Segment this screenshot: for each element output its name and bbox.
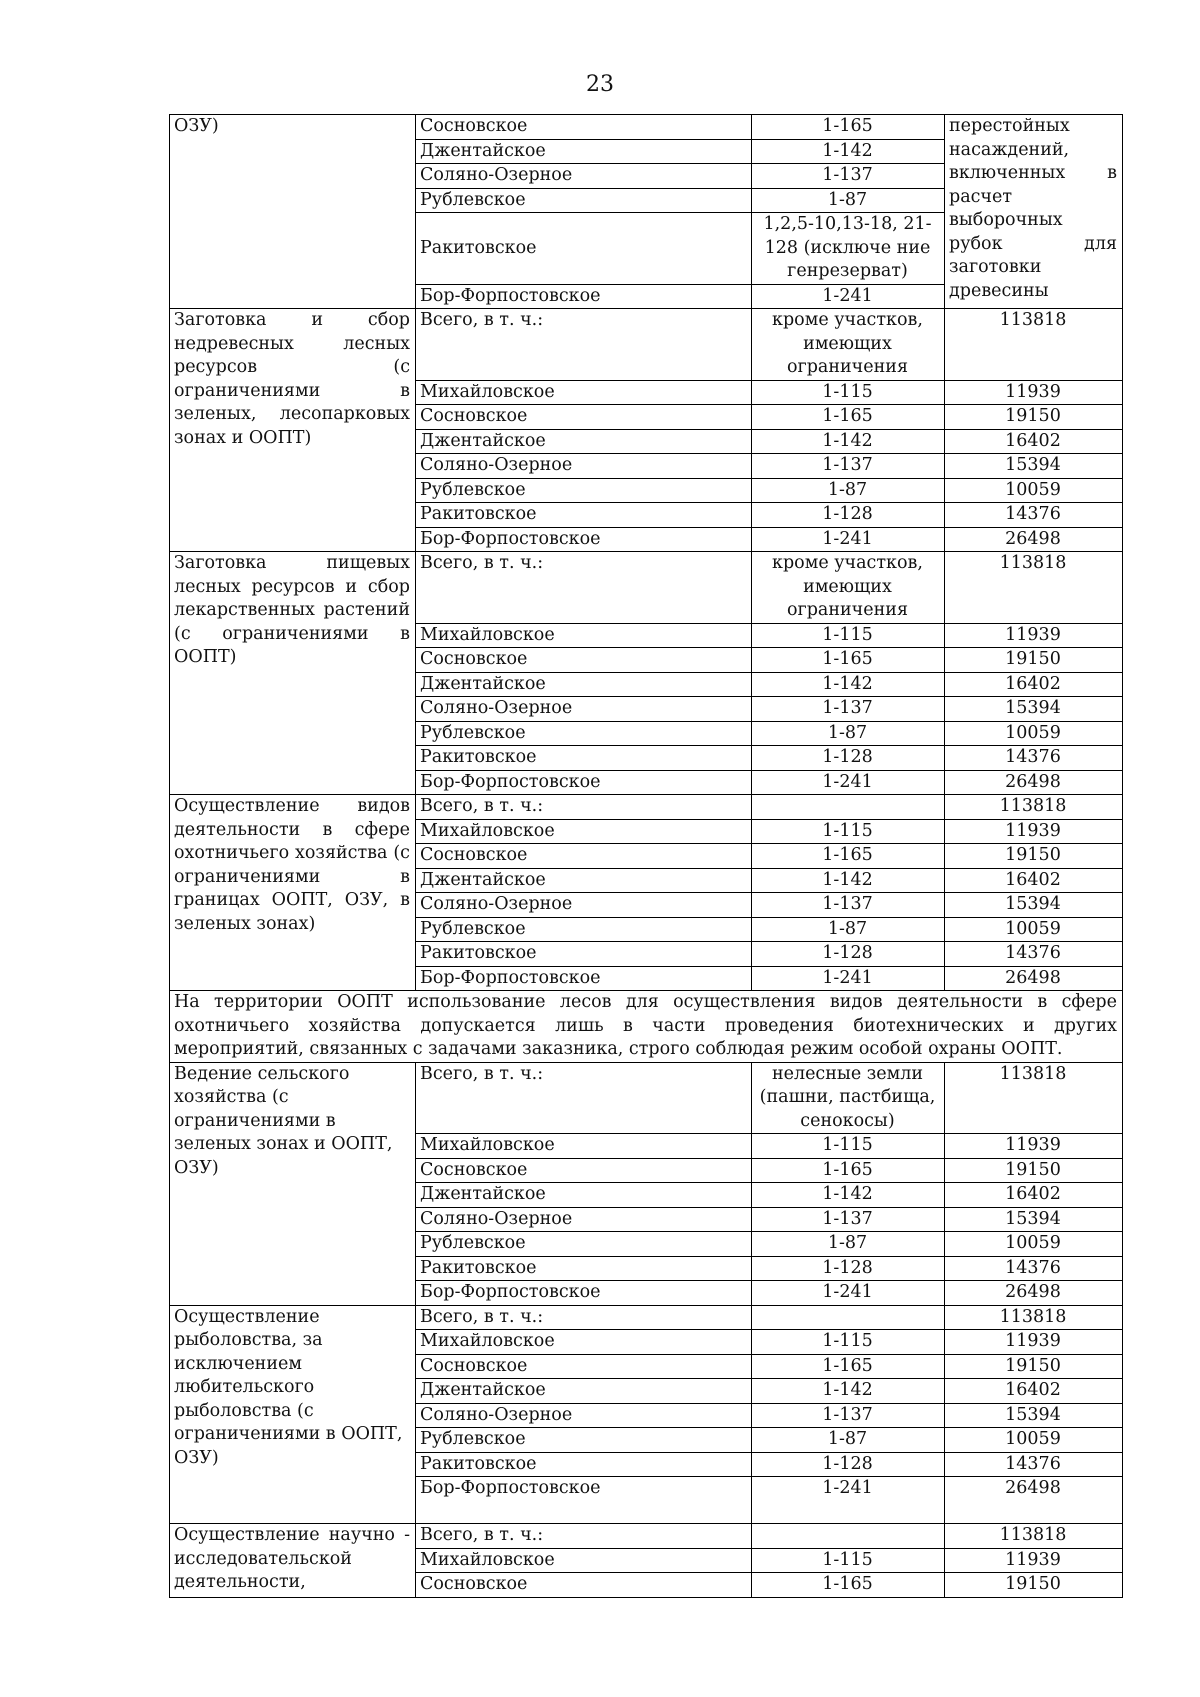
- total-label-cell: Всего, в т. ч.:: [416, 309, 752, 381]
- quarter-cell: 1-165: [752, 844, 945, 869]
- quarter-cell: 1-128: [752, 1452, 945, 1477]
- forestry-cell: Сосновское: [416, 405, 752, 430]
- forestry-cell: Сосновское: [416, 844, 752, 869]
- page-number: 23: [586, 72, 614, 97]
- area-cell: 11939: [945, 623, 1123, 648]
- area-cell: 19150: [945, 844, 1123, 869]
- forestry-cell: Ракитовское: [416, 746, 752, 771]
- area-cell: 113818: [945, 1062, 1123, 1134]
- area-cell: 10059: [945, 478, 1123, 503]
- quarter-cell: кроме участков, имеющих ограничения: [752, 309, 945, 381]
- area-cell: 15394: [945, 893, 1123, 918]
- area-cell: 11939: [945, 1330, 1123, 1355]
- forestry-cell: Джентайское: [416, 139, 752, 164]
- area-cell: 14376: [945, 746, 1123, 771]
- activity-cell: Заготовка и сбор недревесных лесных ресурсов (с ограничениями в зеленых, лесопарковых зонах и ООПТ): [170, 309, 416, 552]
- total-label-cell: Всего, в т. ч.:: [416, 1305, 752, 1330]
- table-row: [170, 1305, 1123, 1330]
- quarter-cell: 1-165: [752, 1354, 945, 1379]
- quarter-cell: 1-241: [752, 966, 945, 991]
- forestry-cell: Бор-Форпостовское: [416, 770, 752, 795]
- forestry-cell: Михайловское: [416, 1134, 752, 1159]
- area-cell: 14376: [945, 942, 1123, 967]
- table-row: [170, 552, 1123, 624]
- forestry-cell: Бор-Форпостовское: [416, 284, 752, 309]
- quarter-cell: 1-165: [752, 405, 945, 430]
- forestry-cell: Джентайское: [416, 672, 752, 697]
- area-cell: 26498: [945, 1477, 1123, 1524]
- forestry-cell: Джентайское: [416, 1183, 752, 1208]
- quarter-cell: 1-165: [752, 1573, 945, 1598]
- quarter-cell: 1-87: [752, 917, 945, 942]
- quarter-cell: 1-165: [752, 1158, 945, 1183]
- forestry-cell: Сосновское: [416, 1158, 752, 1183]
- area-cell: 15394: [945, 454, 1123, 479]
- forest-use-table: [169, 114, 1123, 1598]
- area-cell: 11939: [945, 1134, 1123, 1159]
- quarter-cell: 1-87: [752, 1428, 945, 1453]
- table-row: [170, 309, 1123, 381]
- quarter-cell: 1-142: [752, 868, 945, 893]
- table-row: [170, 991, 1123, 1063]
- table-row: [170, 115, 1123, 140]
- area-cell: 19150: [945, 1573, 1123, 1598]
- quarter-cell: 1-142: [752, 429, 945, 454]
- quarter-cell: 1-241: [752, 284, 945, 309]
- forestry-cell: Михайловское: [416, 623, 752, 648]
- quarter-cell: 1-87: [752, 1232, 945, 1257]
- forestry-cell: Ракитовское: [416, 213, 752, 285]
- forestry-cell: Сосновское: [416, 1573, 752, 1598]
- forestry-cell: Рублевское: [416, 917, 752, 942]
- area-cell: 113818: [945, 309, 1123, 381]
- forestry-cell: Соляно-Озерное: [416, 164, 752, 189]
- quarter-cell: 1-165: [752, 648, 945, 673]
- area-cell: 14376: [945, 1256, 1123, 1281]
- area-cell: 113818: [945, 1524, 1123, 1549]
- forestry-cell: Бор-Форпостовское: [416, 1281, 752, 1306]
- area-cell: 15394: [945, 697, 1123, 722]
- hunting-note: На территории ООПТ использование лесов для осуществления видов деятельности в сфере охотничьего хозяйства допускается лишь в части проведения биотехнических и других мероприятий, связанных с задачами заказника, строго соблюдая режим особой охраны ООПТ.: [170, 991, 1123, 1063]
- table-row: [170, 795, 1123, 820]
- forestry-cell: Михайловское: [416, 819, 752, 844]
- forestry-cell: Бор-Форпостовское: [416, 527, 752, 552]
- forestry-cell: Сосновское: [416, 648, 752, 673]
- area-cell: 19150: [945, 1158, 1123, 1183]
- forestry-cell: Джентайское: [416, 868, 752, 893]
- forestry-cell: Соляно-Озерное: [416, 1403, 752, 1428]
- forestry-cell: Рублевское: [416, 1232, 752, 1257]
- forestry-cell: Соляно-Озерное: [416, 697, 752, 722]
- area-cell: 11939: [945, 380, 1123, 405]
- quarter-cell: [752, 1305, 945, 1330]
- forestry-cell: Бор-Форпостовское: [416, 966, 752, 991]
- forestry-cell: Сосновское: [416, 1354, 752, 1379]
- area-cell: 14376: [945, 503, 1123, 528]
- area-cell: 19150: [945, 648, 1123, 673]
- area-cell: 113818: [945, 795, 1123, 820]
- area-cell: 16402: [945, 868, 1123, 893]
- forestry-cell: Соляно-Озерное: [416, 454, 752, 479]
- area-cell: 26498: [945, 770, 1123, 795]
- forestry-cell: Ракитовское: [416, 503, 752, 528]
- area-cell: 16402: [945, 1379, 1123, 1404]
- area-cell: 113818: [945, 552, 1123, 624]
- area-cell: 10059: [945, 917, 1123, 942]
- forestry-cell: Ракитовское: [416, 1256, 752, 1281]
- forestry-cell: Ракитовское: [416, 1452, 752, 1477]
- area-cell: 26498: [945, 527, 1123, 552]
- quarter-cell: 1-115: [752, 819, 945, 844]
- area-cell: 10059: [945, 1428, 1123, 1453]
- forestry-cell: Михайловское: [416, 1548, 752, 1573]
- total-label-cell: Всего, в т. ч.:: [416, 1524, 752, 1549]
- quarter-cell: 1-115: [752, 1330, 945, 1355]
- area-cell: 14376: [945, 1452, 1123, 1477]
- quarter-cell: 1-87: [752, 721, 945, 746]
- quarter-cell: 1-115: [752, 1548, 945, 1573]
- quarter-cell: 1-128: [752, 746, 945, 771]
- forestry-cell: Рублевское: [416, 1428, 752, 1453]
- quarter-cell: 1-115: [752, 623, 945, 648]
- area-cell: 19150: [945, 1354, 1123, 1379]
- activity-cell: ОЗУ): [170, 115, 416, 309]
- quarter-cell: 1-115: [752, 380, 945, 405]
- quarter-cell: 1-128: [752, 1256, 945, 1281]
- quarter-cell: 1-142: [752, 1379, 945, 1404]
- forestry-cell: Соляно-Озерное: [416, 1207, 752, 1232]
- quarter-cell: 1-137: [752, 893, 945, 918]
- forestry-cell: Сосновское: [416, 115, 752, 140]
- quarter-cell: 1-137: [752, 1403, 945, 1428]
- area-cell: 15394: [945, 1207, 1123, 1232]
- quarter-cell: 1-87: [752, 478, 945, 503]
- quarter-cell: 1-142: [752, 139, 945, 164]
- quarter-cell: 1-137: [752, 454, 945, 479]
- area-cell: 11939: [945, 819, 1123, 844]
- forestry-cell: Бор-Форпостовское: [416, 1477, 752, 1524]
- quarter-cell: 1-137: [752, 164, 945, 189]
- quarter-cell: 1,2,5-10,13-18, 21-128 (исключе ние генрезерват): [752, 213, 945, 285]
- area-cell: 19150: [945, 405, 1123, 430]
- table-row: [170, 1062, 1123, 1134]
- quarter-cell: 1-165: [752, 115, 945, 140]
- area-cell: 11939: [945, 1548, 1123, 1573]
- forestry-cell: Джентайское: [416, 1379, 752, 1404]
- total-label-cell: Всего, в т. ч.:: [416, 1062, 752, 1134]
- quarter-cell: [752, 1524, 945, 1549]
- activity-cell: Осуществление научно - исследовательской деятельности,: [170, 1524, 416, 1598]
- forestry-cell: Джентайское: [416, 429, 752, 454]
- activity-cell: Осуществление видов деятельности в сфере охотничьего хозяйства (с ограничениями в границах ООПТ, ОЗУ, в зеленых зонах): [170, 795, 416, 991]
- forestry-cell: Рублевское: [416, 188, 752, 213]
- quarter-cell: 1-137: [752, 697, 945, 722]
- quarter-cell: 1-115: [752, 1134, 945, 1159]
- quarter-cell: нелесные земли (пашни, пастбища, сенокосы): [752, 1062, 945, 1134]
- total-label-cell: Всего, в т. ч.:: [416, 795, 752, 820]
- quarter-cell: 1-142: [752, 672, 945, 697]
- quarter-cell: 1-241: [752, 770, 945, 795]
- quarter-cell: 1-241: [752, 1281, 945, 1306]
- note-cell: перестойных насаждений, включенных в расчет выборочных рубок для заготовки древесины: [945, 115, 1123, 309]
- area-cell: 15394: [945, 1403, 1123, 1428]
- quarter-cell: 1-241: [752, 1477, 945, 1524]
- quarter-cell: 1-87: [752, 188, 945, 213]
- quarter-cell: [752, 795, 945, 820]
- activity-cell: Ведение сельского хозяйства (с ограничениями в зеленых зонах и ООПТ, ОЗУ): [170, 1062, 416, 1305]
- activity-cell: Осуществление рыболовства, за исключением любительского рыболовства (с ограничениями в ООПТ, ОЗУ): [170, 1305, 416, 1524]
- activity-cell: Заготовка пищевых лесных ресурсов и сбор лекарственных растений (с ограничениями в ООПТ): [170, 552, 416, 795]
- forestry-cell: Михайловское: [416, 380, 752, 405]
- forestry-cell: Рублевское: [416, 721, 752, 746]
- quarter-cell: 1-241: [752, 527, 945, 552]
- area-cell: 16402: [945, 429, 1123, 454]
- area-cell: 16402: [945, 672, 1123, 697]
- quarter-cell: 1-128: [752, 942, 945, 967]
- total-label-cell: Всего, в т. ч.:: [416, 552, 752, 624]
- area-cell: 10059: [945, 721, 1123, 746]
- table-row: [170, 1524, 1123, 1549]
- quarter-cell: кроме участков, имеющих ограничения: [752, 552, 945, 624]
- forestry-cell: Ракитовское: [416, 942, 752, 967]
- area-cell: 26498: [945, 966, 1123, 991]
- quarter-cell: 1-128: [752, 503, 945, 528]
- area-cell: 10059: [945, 1232, 1123, 1257]
- forestry-cell: Рублевское: [416, 478, 752, 503]
- forestry-cell: Михайловское: [416, 1330, 752, 1355]
- area-cell: 113818: [945, 1305, 1123, 1330]
- quarter-cell: 1-142: [752, 1183, 945, 1208]
- quarter-cell: 1-137: [752, 1207, 945, 1232]
- area-cell: 26498: [945, 1281, 1123, 1306]
- forestry-cell: Соляно-Озерное: [416, 893, 752, 918]
- area-cell: 16402: [945, 1183, 1123, 1208]
